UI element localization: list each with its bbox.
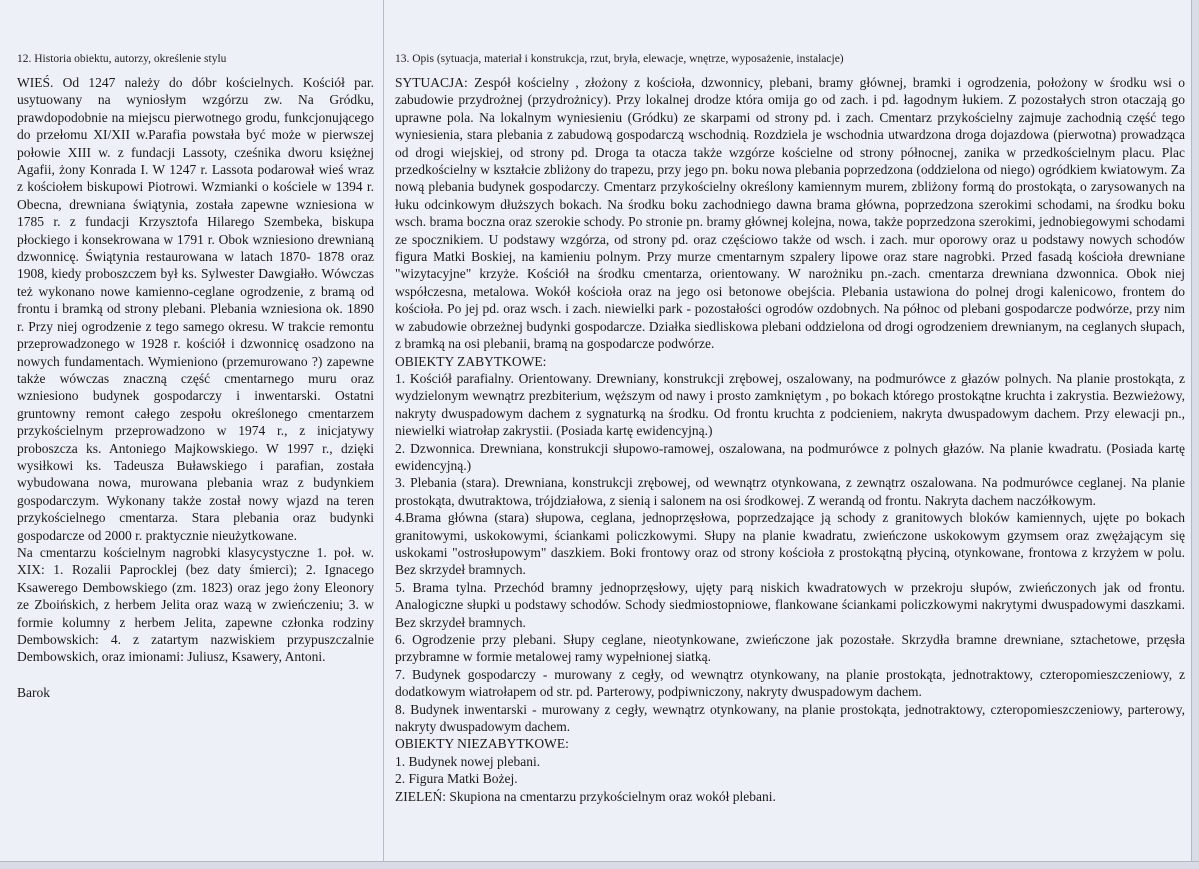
list-item: 7. Budynek gospodarczy - murowany z cegły, od wewnątrz otynkowany, na planie prostokąta, jednotraktowy, czteropomieszczeniowy, z dodatkowym wiatrołapem od str. pd. Parterowy, podpiwniczony, nakryty dwuspadowym dachem. (395, 666, 1185, 700)
page-right-edge (1191, 0, 1199, 868)
section-heading-nonhistoric: OBIEKTY NIEZABYTKOWE: (395, 736, 569, 752)
list-item: 2. Figura Matki Bożej. (395, 771, 518, 787)
history-body (17, 74, 374, 701)
section-heading-historic: OBIEKTY ZABYTKOWE: (395, 353, 547, 369)
style-label: Barok (17, 684, 50, 700)
list-item: 6. Ogrodzenie przy plebani. Słupy ceglane, nieotynkowane, zwieńczone jak pozostałe. Skrzydła bramne drewniane, sztachetowe, przęsła przybramne w formie metalowej ramy wypełnionej siatką. (395, 632, 1185, 665)
description-body (395, 74, 1185, 805)
list-item: 2. Dzwonnica. Drewniana, konstrukcji słupowo-ramowej, oszalowana, na podmurówce z polnych głazów. Na planie kwadratu. (Posiada kartę ewidencyjną.) (395, 440, 1185, 473)
list-item: 5. Brama tylna. Przechód bramny jednoprzęsłowy, ujęty parą niskich kwadratowych w przekroju słupów, zwieńczonych jak od frontu. Analogiczne słupki u podstawy schodów. Schody siedmiostopniowe, flankowane ściankami policzkowymi nakrytymi dwuspadowymi daszkami. Bez skrzydeł bramnych. (395, 579, 1185, 630)
description-heading: 13. Opis (sytuacja, materiał i konstrukcja, rzut, bryła, elewacje, wnętrze, wyposażenie, instalacje) (395, 53, 844, 65)
greenery-paragraph: ZIELEŃ: Skupiona na cmentarzu przykościelnym oraz wokół plebani. (395, 788, 776, 804)
list-item: 1. Budynek nowej plebani. (395, 753, 541, 769)
list-item: 8. Budynek inwentarski - murowany z cegły, wewnątrz otynkowany, na planie prostokąta, jednotraktowy, czteropomieszczeniowy, parterowy, nakryty dwuspadowym dachem. (395, 701, 1185, 735)
situation-paragraph: SYTUACJA: Zespół kościelny , złożony z kościoła, dzwonnicy, plebani, bramy głównej, bramki i ogrodzenia, położony w środku wsi o zabudowie przydrożnej (przydrożnicy). Przy lokalnej drodze która omija go od zach. i pd. łagodnym łukiem. Z pozostałych stron otaczają go uprawne pola. Na lokalnym wyniesieniu (Gródku) ze skarpami od strony pd. i zach. Cmentarz przykościelny zajmuje zachodnią część tego wyniesienia, stara plebania z zabudową gospodarczą wschodnią. Rozdziela je wschodnia utwardzona droga dojazdowa (pierwotna) prowadząca od drogi wiejskiej, od strony pd. Droga ta otacza także wzgórze kościelne od strony północnej, zanika w przedkościelnym placu. Plac przedkościelny w kształcie zbliżony do trapezu, przy jego pn. boku nowa plebania poprzedzona (oddzielona od niego) ogródkiem kwiatowym. Za nową plebania budynek gospodarczy. Cmentarz przykościelny określony kamiennym murem, zbliżony formą do prostokąta, o zarysowanych na łuku odcinkowym dłuższych bokach. Na środku boku zachodniego dawna brama główna, poprzedzona szerokimi schodami, na środku boku wsch. brama boczna oraz szerokie schody. Po stronie pn. bramy głównej kolejna, nowa, także poprzedzona szerokimi, jednobiegowymi schodami ze spocznikiem. U podstawy wzgórza, od strony pd. oraz częściowo także od wsch. i zach. mur oporowy oraz u podstawy nowych schodów figura Matki Boskiej, na kamieniu polnym. Przy murze cmentarnym szpalery lipowe oraz stare nagrobki. Przed fasadą kościoła drewniane "wizytacyjne" krzyże. Kościół na środku cmentarza, orientowany. W narożniku pn.-zach. cmentarza drewniana dzwonnica. Obok niej współczesna, metalowa. Wokół kościoła oraz na jego osi betonowe obejścia. Plebania ustawiona do polnej drogi kalenicowo, frontem do kościoła. Po jej pd. oraz wsch. i zach. niewielki park - pozostałości ogrodów ozdobnych. Na północ od plebani gospodarcze podwórze, przy nim w zabudowie obrzeżnej budynki gospodarcze. Działka siedliskowa plebani oddzielona od drogi ogrodzeniem drewnianym, na ceglanych słupach, z bramką na osi plebanii, bramą na gospodarcze podwórze. (395, 75, 1185, 352)
description-section (395, 52, 1185, 805)
list-item: 3. Plebania (stara). Drewniana, konstrukcji zrębowej, od wewnątrz otynkowana, z zewnątrz oszalowana. Na podmurówce ceglanej. Na planie prostokąta, dwutraktowa, trójdziałowa, z sienią i salonem na osi środkowej. Z werandą od frontu. Nakryta dachem naczółkowym. (395, 475, 1185, 508)
list-item: 1. Kościół parafialny. Orientowany. Drewniany, konstrukcji zrębowej, oszalowany, na podmurówce z głazów polnych. Na planie prostokąta, z wydzielonym wewnątrz prezbiterium, węższym od nawy i prosto zamkniętym , po bokach którego prostokątne kruchta i zakrystia. Bezwieżowy, nakryty dwuspadowym dachem z sygnaturką na środku. Od frontu kruchta z podcieniem, nakryta dwuspadowym dachem. Przy elewacji pn., niewielki wiatrołap zakrystii. (Posiada kartę ewidencyjną.) (395, 370, 1185, 439)
column-divider (383, 0, 384, 868)
history-paragraph: WIEŚ. Od 1247 należy do dóbr kościelnych. Kościół par. usytuowany na wyniosłym wzgórzu zw. Na Gródku, prawdopodobnie na miejscu pierwotnego grodu, funkcjonującego do przełomu XI/XII w.Parafia powstała być może w pierwszej połowie XIII w. z fundacji Lassoty, cześnika dworu księżnej Agafii, żony Konrada I. W 1247 r. Lassota podarował wieś wraz z kościołem biskupowi Piotrowi. Wzmianki o kościele w 1394 r. Obecna, drewniana świątynia, została zapewne wzniesiona w 1785 r. z fundacji Krzysztofa Hilarego Szembeka, biskupa płockiego i konsekrowana w 1791 r. Obok wzniesiono drewnianą dzwonnicę. Świątynia restaurowana w latach 1870- 1878 oraz 1908, kiedy proboszczem był ks. Sylwester Dawgiałło. Wówczas też wykonano nowe kamienno-ceglane ogrodzenie, z bramą od frontu i bramką od strony plebani. Plebania wzniesiona ok. 1890 r. Przy niej ogrodzenie z tego samego okresu. W trakcie remontu przeprowadzonego w 1928 r. kościół i dzwonnicę osadzono na nowych fundamentach. Wymieniono (przemurowano ?) zapewne także wówczas znaczną część cmentarnego muru oraz wzniesiono budynek gospodarczy i inwentarski. Ostatni gruntowny remont całego zespołu określonego cmentarzem przykościelnym przeprowadzono w 1974 r., z inicjatywy proboszcza ks. Antoniego Majkowskiego. W 1997 r., dzięki wysiłkowi ks. Tadeusza Buławskiego i parafian, została wybudowana nowa, murowana plebania wraz z budynkiem gospodarczym. Wykonany także został nowy wjazd na teren przykościelnego cmentarza. Stara plebania oraz budynki gospodarcze od 2000 r. praktycznie nieużytkowane. (17, 75, 374, 543)
history-heading: 12. Historia obiektu, autorzy, określenie stylu (17, 53, 227, 65)
list-item: 4.Brama główna (stara) słupowa, ceglana, jednoprzęsłowa, poprzedzające ją schody z granitowych bloków kamiennych, ujęte po bokach granitowymi, uskokowymi, ściankami policzkowymi. Słupy na planie kwadratu, zwieńczone uskokowym gzymsem oraz zwężającym się uskokami "ostrosłupowym" daszkiem. Boki frontowy oraz od strony kościoła z prostokątną płyciną, otynkowane, frontowa z krzyżem w polu. Bez skrzydeł bramnych. (395, 510, 1185, 578)
cemetery-paragraph: Na cmentarzu kościelnym nagrobki klasycystyczne 1. poł. w. XIX: 1. Rozalii Paprocklej (bez daty śmierci); 2. Ignacego Ksawerego Dembowskiego (zm. 1823) oraz jego żony Eleonory ze Zboińskich, z herbem Jelita oraz wazą w zwieńczeniu; 3. w formie kolumny z herbem Jelita, zapewne członka rodziny Dembowskich: 4. z zatartym nazwiskiem przypuszczalnie Dembowskich, oraz imionami: Juliusz, Ksawery, Antoni. (17, 544, 374, 665)
history-section (17, 52, 374, 701)
